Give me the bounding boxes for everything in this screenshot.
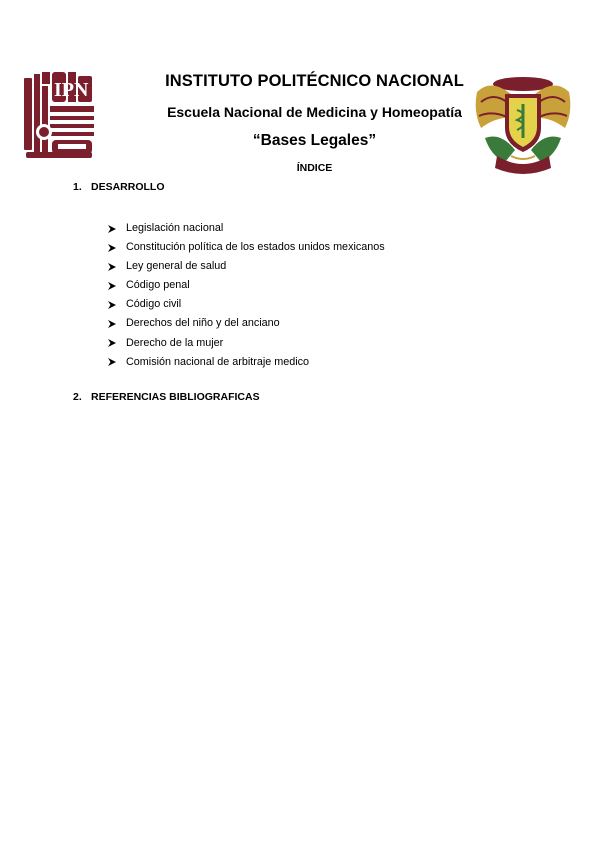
school-name: Escuela Nacional de Medicina y Homeopatía: [167, 104, 462, 120]
arrow-bullet-icon: [108, 339, 126, 347]
document-title: “Bases Legales”: [252, 132, 377, 149]
svg-text:IPN: IPN: [54, 79, 89, 101]
arrow-bullet-icon: [108, 358, 126, 366]
arrow-bullet-icon: [108, 225, 126, 233]
list-item-text: Código penal: [126, 279, 190, 292]
list-item-text: Código civil: [126, 298, 182, 311]
arrow-bullet-icon: [108, 263, 126, 271]
index-heading: ÍNDICE: [296, 162, 333, 174]
list-item: [108, 334, 385, 353]
list-item-text: Ley general de salud: [126, 260, 227, 273]
list-item-text: Comisión nacional de arbitraje medico: [126, 355, 310, 368]
list-item: [108, 295, 385, 314]
list-item-text: Derecho de la mujer: [126, 336, 224, 349]
section-number: 1.: [73, 181, 82, 193]
list-item: [108, 353, 385, 372]
section-title: REFERENCIAS BIBLIOGRAFICAS: [91, 391, 260, 403]
list-item: [108, 257, 385, 276]
list-item: [108, 238, 385, 257]
list-item: [108, 276, 385, 295]
section-number: 2.: [73, 391, 82, 403]
list-item: [108, 314, 385, 333]
arrow-bullet-icon: [108, 301, 126, 309]
section-title: DESARROLLO: [91, 181, 165, 193]
list-item-text: Legislación nacional: [126, 222, 224, 234]
arrow-bullet-icon: [108, 282, 126, 290]
section-referencias: [73, 391, 260, 403]
list-item-text: Constitución política de los estados unidos mexicanos: [126, 241, 385, 254]
arrow-bullet-icon: [108, 320, 126, 328]
list-item-text: Derechos del niño y del anciano: [126, 317, 280, 330]
arrow-bullet-icon: [108, 244, 126, 252]
list-item: [108, 219, 385, 238]
desarrollo-list: [108, 219, 385, 372]
institution-title: INSTITUTO POLITÉCNICO NACIONAL: [165, 72, 464, 90]
section-desarrollo: [73, 181, 165, 193]
